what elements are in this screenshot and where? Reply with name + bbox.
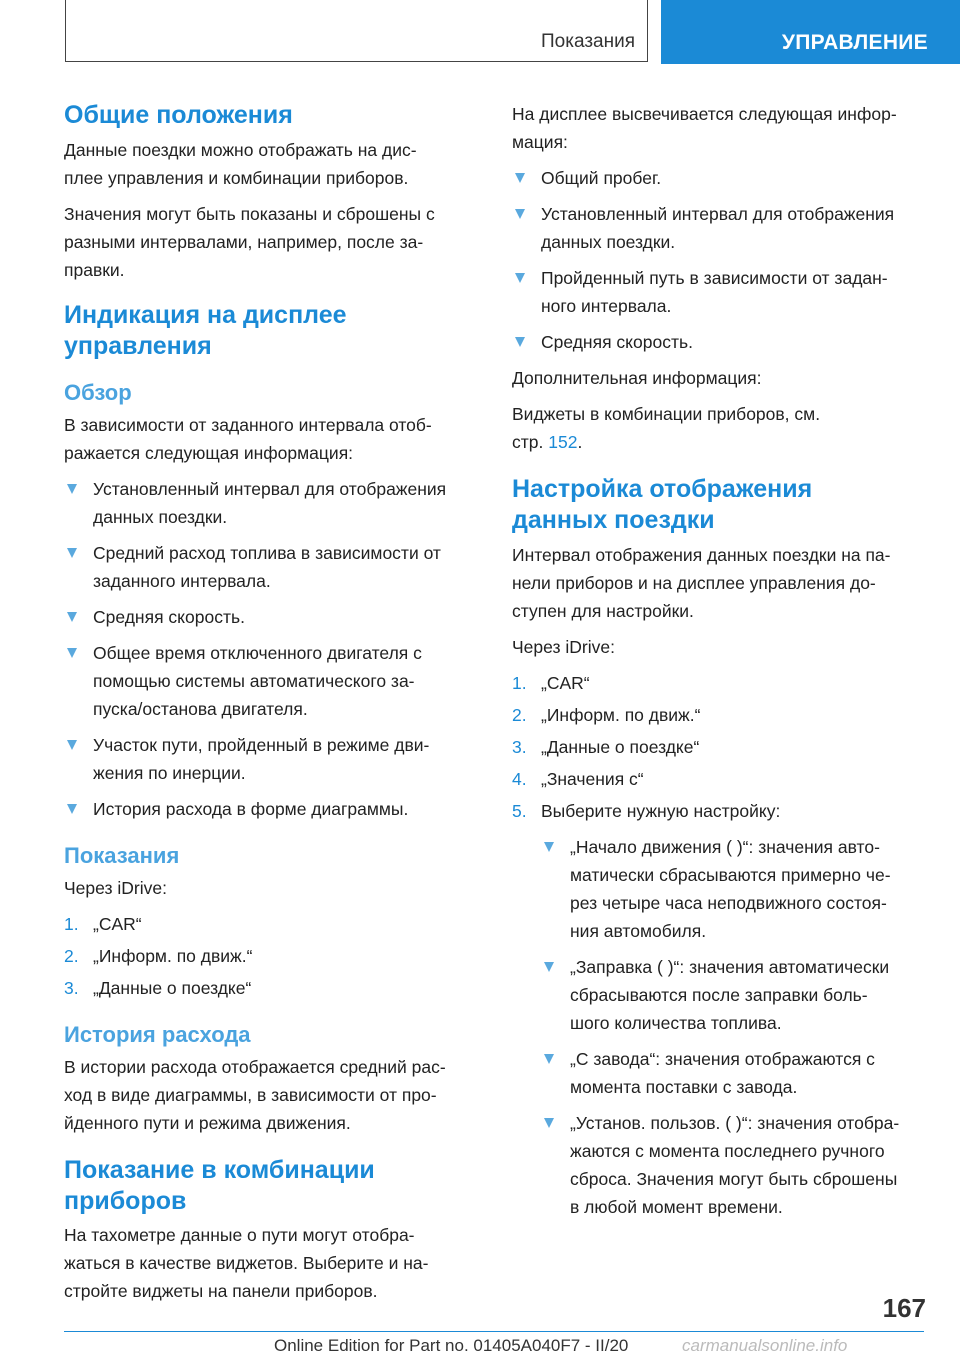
list-item: Пройденный путь в зависимости от задан- ного интервала. xyxy=(512,264,932,320)
list-item: Участок пути, пройденный в режиме дви- жения по инерции. xyxy=(64,731,484,787)
list-item: Средний расход топлива в зависимости от заданного интервала. xyxy=(64,539,484,595)
step-item: 2. „Информ. по движ.“ xyxy=(512,705,701,725)
list-item: Средняя скорость. xyxy=(512,328,932,356)
heading-display: Индикация на дисплее управления xyxy=(64,301,347,360)
heading-settings: Настройка отображения данных поездки xyxy=(512,475,813,534)
general-paragraph-1: Данные поездки можно отображать на дис- плее управления и комбинации приборов. xyxy=(64,140,417,188)
bullet-triangle-icon xyxy=(544,962,554,972)
heading-general: Общие положения xyxy=(64,101,293,129)
header-section-box xyxy=(65,0,648,62)
more-info-label: Дополнительная информация: xyxy=(512,368,762,388)
footer-edition: Online Edition for Part no. 01405A040F7 - II/20 xyxy=(274,1336,629,1355)
bullet-triangle-icon xyxy=(67,648,77,658)
page-link-152[interactable]: 152 xyxy=(548,432,578,452)
history-paragraph: В истории расхода отображается средний рас- ход в виде диаграммы, в зависимости от про- йденного пути и режима движения. xyxy=(64,1057,446,1133)
option-item: „Начало движения ( )“: значения авто- матически сбрасываются примерно че- рез четыре часа неподвижного состоя- ния автомобиля. xyxy=(541,833,932,945)
bullet-triangle-icon xyxy=(544,842,554,852)
list-item: Средняя скорость. xyxy=(64,603,484,631)
bullet-triangle-icon xyxy=(544,1118,554,1128)
option-item: „С завода“: значения отображаются с момента поставки с завода. xyxy=(541,1045,932,1101)
right-intro: На дисплее высвечивается следующая инфор- мация: xyxy=(512,104,897,152)
page-number: 167 xyxy=(882,1293,926,1323)
heading-overview: Обзор xyxy=(64,380,132,405)
footer-divider xyxy=(64,1331,924,1332)
list-item: Общий пробег. xyxy=(512,164,932,192)
list-item: Установленный интервал для отображения данных поездки. xyxy=(64,475,484,531)
step-item: 2. „Информ. по движ.“ xyxy=(64,946,253,966)
heading-readings: Показания xyxy=(64,843,180,868)
step-item: 3. „Данные о поездке“ xyxy=(64,978,252,998)
settings-intro: Через iDrive: xyxy=(512,637,615,657)
step-item: 1. „CAR“ xyxy=(512,673,590,693)
left-column xyxy=(64,100,484,1305)
right-column xyxy=(512,100,932,1221)
bullet-triangle-icon xyxy=(515,173,525,183)
overview-paragraph: В зависимости от заданного интервала отоб- ражается следующая информация: xyxy=(64,415,432,463)
step-item: 4. „Значения с“ xyxy=(512,769,644,789)
step-item: 1. „CAR“ xyxy=(64,914,142,934)
bullet-triangle-icon xyxy=(515,337,525,347)
bullet-triangle-icon xyxy=(67,804,77,814)
bullet-triangle-icon xyxy=(67,484,77,494)
heading-history: История расхода xyxy=(64,1022,251,1047)
header-chapter-tab xyxy=(661,0,960,64)
general-paragraph-2: Значения могут быть показаны и сброшены с разными интервалами, например, после за- правки. xyxy=(64,204,435,280)
header-section-label: Показания xyxy=(541,31,635,52)
list-item: История расхода в форме диаграммы. xyxy=(64,795,484,823)
step-item: 5. Выберите нужную настройку: xyxy=(512,801,781,821)
bullet-triangle-icon xyxy=(544,1054,554,1064)
list-item: Установленный интервал для отображения данных поездки. xyxy=(512,200,932,256)
bullet-triangle-icon xyxy=(515,273,525,283)
cluster-paragraph: На тахометре данные о пути могут отобра- жаться в качестве виджетов. Выберите и на- стройте виджеты на панели приборов. xyxy=(64,1225,429,1301)
readings-intro: Через iDrive: xyxy=(64,878,167,898)
option-item: „Заправка ( )“: значения автоматически сбрасываются после заправки боль- шого количества топлива. xyxy=(541,953,932,1037)
settings-paragraph: Интервал отображения данных поездки на па- нели приборов и на дисплее управления до- ступен для настройки. xyxy=(512,545,891,621)
bullet-triangle-icon xyxy=(67,740,77,750)
header-chapter-label: УПРАВЛЕНИЕ xyxy=(781,31,928,54)
bullet-triangle-icon xyxy=(515,209,525,219)
heading-cluster: Показание в комбинации приборов xyxy=(64,1156,375,1215)
step-item: 3. „Данные о поездке“ xyxy=(512,737,700,757)
bullet-triangle-icon xyxy=(67,612,77,622)
bullet-triangle-icon xyxy=(67,548,77,558)
list-item: Общее время отключенного двигателя с помощью системы автоматического за- пуска/останова двигателя. xyxy=(64,639,484,723)
widgets-reference: Виджеты в комбинации приборов, см. стр. 152. xyxy=(512,404,821,452)
watermark: carmanualsonline.info xyxy=(682,1336,848,1355)
option-item: „Установ. пользов. ( )“: значения отобра- жаются с момента последнего ручного сброса. Значения могут быть сброшены в любой момент времени. xyxy=(541,1109,932,1221)
